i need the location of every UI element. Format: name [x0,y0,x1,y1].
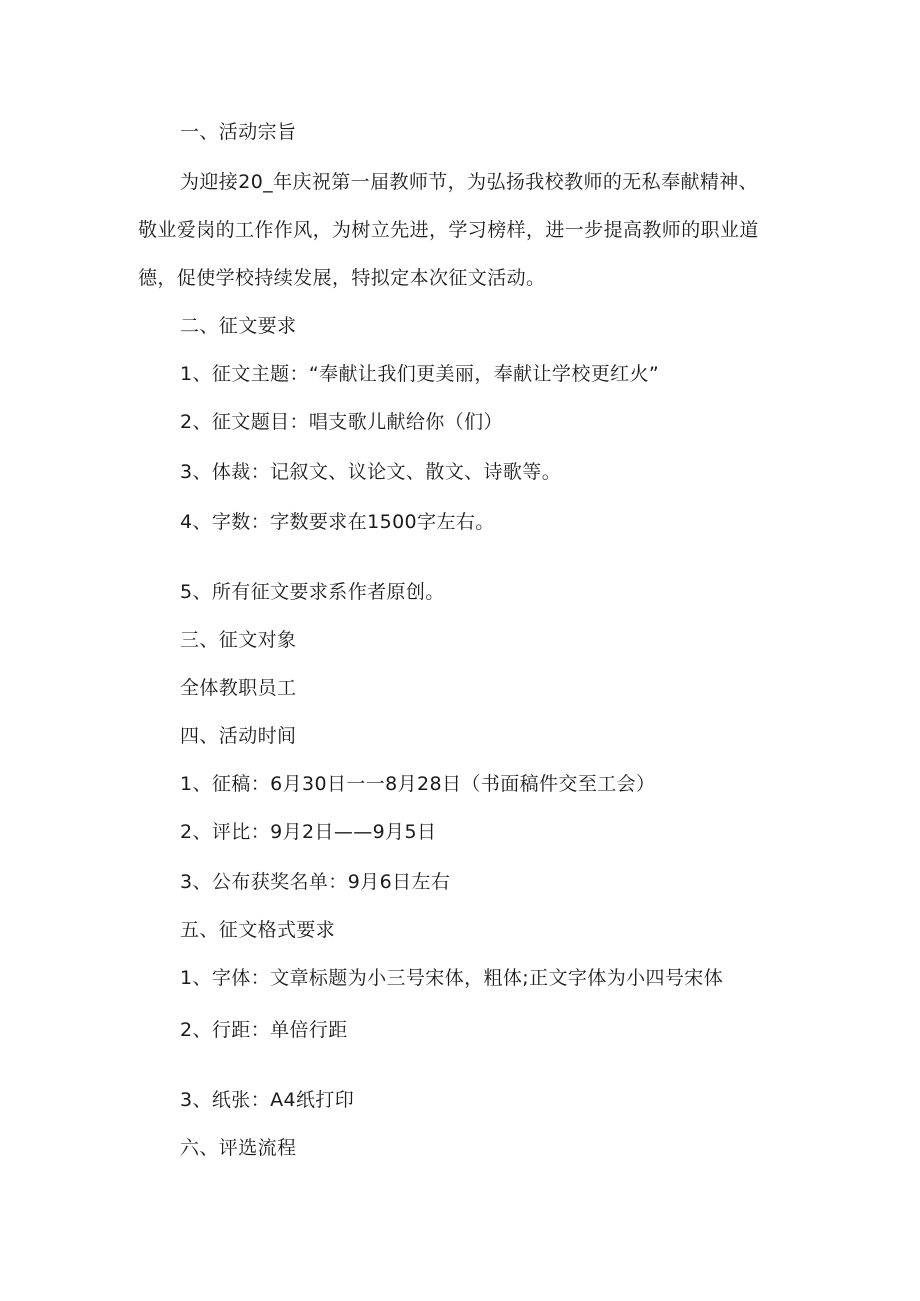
paragraph-line: 德，促使学校持续发展，特拟定本次征文活动。 [138,267,546,289]
list-item: 3、体裁：记叙文、议论文、散文、诗歌等。 [180,461,562,483]
section-heading-purpose: 一、活动宗旨 [180,121,297,143]
section-heading-participants: 三、征文对象 [180,629,297,651]
list-item: 4、字数：字数要求在1500字左右。 [180,511,495,533]
paragraph-line: 敬业爱岗的工作作风，为树立先进，学习榜样，进一步提高教师的职业道 [138,219,759,241]
list-item: 1、征文主题：“奉献让我们更美丽，奉献让学校更红火” [180,363,660,385]
section-heading-requirements: 二、征文要求 [180,315,297,337]
section-heading-format: 五、征文格式要求 [180,919,336,941]
list-item: 1、征稿：6月30日一一8月28日（书面稿件交至工会） [180,773,656,795]
paragraph-line: 全体教职员工 [180,677,297,699]
list-item: 5、所有征文要求系作者原创。 [180,581,445,603]
list-item: 2、征文题目：唱支歌儿献给你（们） [180,411,503,433]
list-item: 1、字体：文章标题为小三号宋体，粗体;正文字体为小四号宋体 [180,967,724,989]
list-item: 3、纸张：A4纸打印 [180,1089,355,1111]
list-item: 2、行距：单倍行距 [180,1019,348,1041]
list-item: 2、评比：9月2日——9月5日 [180,821,437,843]
section-heading-evaluation: 六、评选流程 [180,1137,297,1159]
list-item: 3、公布获奖名单：9月6日左右 [180,871,451,893]
section-heading-schedule: 四、活动时间 [180,725,297,747]
paragraph-line: 为迎接20_年庆祝第一届教师节，为弘扬我校教师的无私奉献精神、 [180,171,759,193]
